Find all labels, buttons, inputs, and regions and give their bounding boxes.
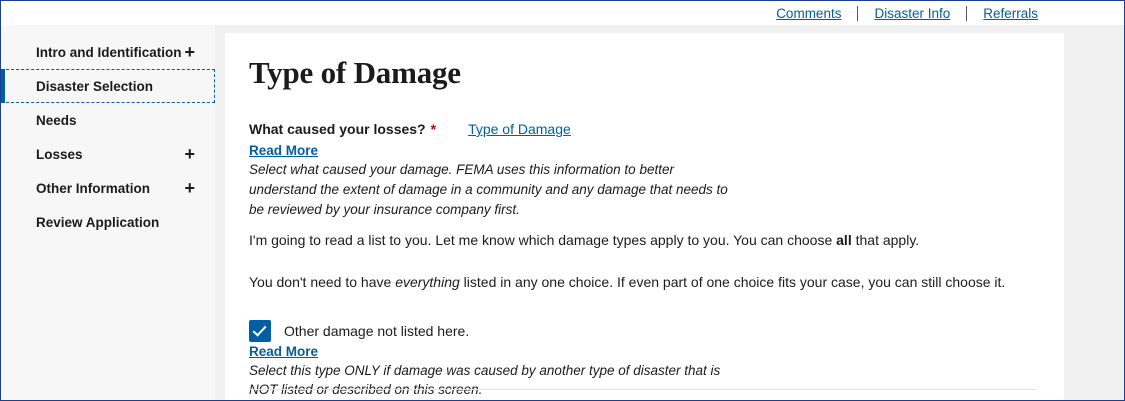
plus-icon[interactable]: +: [184, 42, 195, 62]
read-more-link-question[interactable]: Read More: [249, 143, 319, 158]
sidebar-item-label: Intro and Identification: [36, 44, 182, 60]
other-damage-checkbox-row[interactable]: [249, 320, 1036, 342]
required-indicator: *: [430, 121, 437, 137]
sidebar-item-other-information[interactable]: [1, 171, 215, 205]
plus-icon[interactable]: +: [184, 144, 195, 164]
instruction-paragraph-2: [249, 272, 1036, 292]
top-link-disaster-info[interactable]: Disaster Info: [874, 5, 951, 21]
page-title: Type of Damage: [249, 55, 461, 90]
question-help-text: [249, 160, 1036, 220]
sidebar-navigation: [1, 25, 215, 400]
sidebar-item-losses[interactable]: [1, 137, 215, 171]
instruction-paragraph-1: [249, 230, 1036, 250]
page-body: [1, 25, 1124, 400]
question-label: What caused your losses?: [249, 121, 426, 137]
checkbox-other-damage[interactable]: [249, 320, 271, 342]
question-help-line-3: be reviewed by your insurance company first.: [249, 201, 520, 217]
question-help-line-1: Select what caused your damage. FEMA uses this information to better: [249, 162, 674, 177]
content-area: [215, 25, 1124, 400]
instruction-1-part1: I'm going to read a list to you. Let me know which damage types apply to you. You can choose: [249, 231, 837, 248]
instruction-1-emphasis: all: [836, 231, 852, 248]
sidebar-item-label: Needs: [36, 112, 77, 128]
sidebar-item-label: Review Application: [36, 214, 160, 230]
top-link-comments[interactable]: Comments: [776, 5, 842, 21]
question-read-more-wrap: [249, 141, 1036, 160]
checkbox-read-more-wrap: [249, 342, 1036, 361]
top-utility-bar: [1, 1, 1124, 25]
read-more-link-checkbox[interactable]: Read More: [249, 343, 319, 359]
instruction-1-part2: that apply.: [851, 231, 920, 248]
sidebar-item-label: Disaster Selection: [36, 78, 154, 94]
sidebar-item-label: Losses: [36, 146, 83, 162]
checkbox-help-line-1: Select this type ONLY if damage was caused by another type of disaster that is: [249, 362, 721, 378]
question-help-line-2: understand the extent of damage in a community and any damage that needs to: [249, 181, 728, 197]
sidebar-item-disaster-selection[interactable]: [1, 69, 215, 103]
sidebar-item-label: Other Information: [36, 180, 150, 196]
question-header: [249, 121, 1036, 137]
checkbox-other-damage-label[interactable]: Other damage not listed here.: [284, 322, 470, 339]
section-divider: [249, 389, 1036, 390]
sidebar-item-review-application[interactable]: [1, 205, 215, 239]
instruction-2-part1: You don't need to have: [249, 274, 396, 291]
form-card: [225, 33, 1064, 400]
checkbox-help-text: [249, 361, 1036, 401]
top-nav-links: [760, 6, 1054, 21]
sidebar-item-intro-and-identification[interactable]: [1, 35, 215, 69]
instruction-2-emphasis: everything: [395, 274, 460, 291]
plus-icon[interactable]: +: [184, 178, 195, 198]
instruction-2-part2: listed in any one choice. If even part of one choice fits your case, you can still choose it.: [459, 274, 1006, 291]
top-link-referrals[interactable]: Referrals: [983, 5, 1038, 21]
sidebar-item-needs[interactable]: [1, 103, 215, 137]
checkbox-help-line-2: [249, 380, 1036, 400]
type-of-damage-link[interactable]: Type of Damage: [468, 121, 571, 137]
